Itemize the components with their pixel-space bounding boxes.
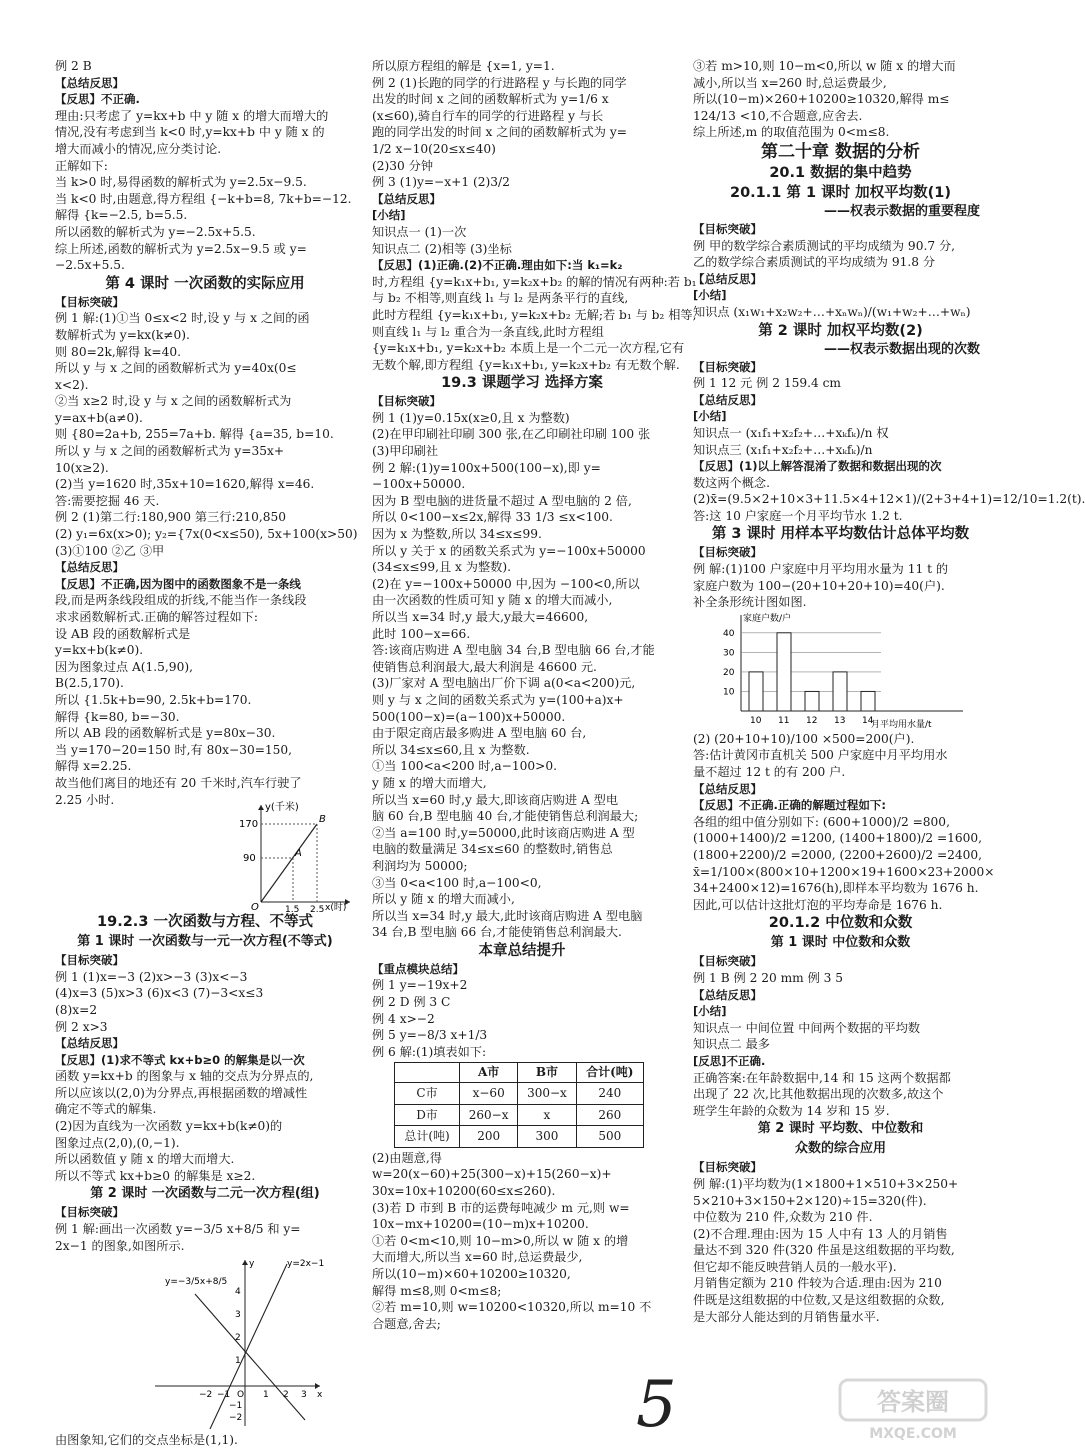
section-tag: 【总结反思】: [55, 1036, 124, 1051]
text-line: 补全条形统计图如图.: [693, 595, 807, 610]
text-line: 时,方程组 {y=k₁x+b₁, y=k₂x+b₂ 的解的情况有两种:若 b₁: [372, 274, 697, 289]
text-line: 当 y=170−20=150 时,有 80x−30=150,: [55, 742, 293, 757]
text-line: 所以 y 关于 x 的函数关系式为 y=−100x+50000: [372, 543, 646, 558]
section-tag: 【重点模块总结】: [372, 961, 464, 976]
section-tag: [小结]: [693, 1004, 727, 1019]
column-2: [372, 58, 697, 1332]
tick-x: 2: [283, 1390, 289, 1401]
bar-14: [861, 691, 875, 711]
table-cell: 300−x: [518, 1083, 576, 1105]
text-line: y 随 x 的增大而增大,: [372, 775, 487, 790]
table-cell: 260−x: [460, 1104, 518, 1126]
page-number: 5: [636, 1368, 677, 1442]
table-header: B市: [518, 1063, 576, 1083]
section-tag: 【目标突破】: [55, 294, 124, 309]
lesson-subtitle: ——权表示数据的重要程度: [823, 203, 980, 219]
water-usage-bar-chart: [693, 611, 973, 731]
text-line: ①当 100<a<200 时,a−100>0.: [372, 759, 557, 774]
text-line: 例 4 x>−2: [372, 1011, 435, 1026]
text-line: (34≤x≤99,且 x 为整数).: [372, 560, 511, 575]
text-line: 此时方程组 {y=k₁x+b₁, y=k₂x+b₂ 无解;若 b₁ 与 b₂ 相等,: [372, 307, 697, 322]
text-line: 2x−1 的图象,如图所示.: [55, 1238, 185, 1253]
text-line: 量达不到 320 件(320 件虽是这组数据的平均数,: [693, 1243, 955, 1258]
text-line: ③若 m>10,则 10−m<0,所以 w 随 x 的增大而: [693, 59, 956, 73]
text-line: 因为 x 为整数,所以 34≤x≤99.: [372, 527, 542, 542]
tick-y: −1: [229, 1401, 243, 1412]
text-line: ②当 x≥2 时,设 y 与 x 之间的函数解析式为: [55, 394, 292, 409]
text-line: 件既是这组数据的中位数,又是这组数据的众数,: [693, 1293, 945, 1308]
table-header: [395, 1063, 460, 1083]
col3-block6: [693, 953, 988, 1119]
text-line: 所以应该以(2,0)为分界点,再根据函数的增减性: [55, 1085, 308, 1100]
text-line: 此时 100−x=66.: [372, 626, 471, 641]
text-line: 故当他们离目的地还有 20 千米时,汽车行驶了: [55, 775, 302, 790]
col1-block5: [55, 1432, 355, 1449]
col3-block5: [693, 731, 995, 914]
point-a-label: A: [295, 848, 302, 860]
text-line: 例 1 解:(1)①当 0≤x<2 时,设 y 与 x 之间的函: [55, 311, 310, 326]
section-heading: 19.2.3 一次函数与方程、不等式: [97, 914, 313, 931]
tick-x-1.5: 1.5: [285, 905, 300, 916]
text-line: 例 1 B 例 2 20 mm 例 3 5: [693, 970, 844, 985]
text-line: (2)由题意,得: [372, 1150, 442, 1165]
column-1: [55, 58, 358, 1449]
distance-time-graph: [55, 800, 355, 916]
text-line: 例 1 (1)y=0.15x(x≥0,且 x 为整数): [372, 410, 570, 425]
section-tag: 【目标突破】: [372, 394, 441, 409]
watermark-text: 答案圈: [877, 1388, 949, 1416]
section-tag: 【反思】不正确,因为图中的函数图象不是一条线: [55, 576, 301, 591]
text-line: 例 解:(1)100 户家庭中月平均用水量为 11 t 的: [693, 562, 949, 577]
text-line: (x≤60),骑自行车的同学的行进路程 y 与长: [372, 108, 604, 123]
text-line: 所以 AB 段的函数解析式是 y=80x−30.: [55, 726, 276, 741]
col1-block3: [55, 952, 355, 1184]
text-line: 答:需要挖掘 46 天.: [55, 493, 160, 508]
text-line: 例 1 (1)x=−3 (2)x>−3 (3)x<−3: [55, 969, 248, 984]
text-line: 由于限定商店最多购进 A 型电脑 60 台,: [372, 726, 587, 741]
table-row: [395, 1126, 644, 1148]
section-tag: 【反思】(1)正确.(2)不正确.理由如下:当 k₁=k₂: [372, 258, 623, 273]
graph-ylabel: y(千米): [265, 802, 299, 814]
table-row: [395, 1104, 644, 1126]
text-line: 出现了 22 次,比其他数据出现的次数多,故这个: [693, 1087, 944, 1102]
text-line: 知识点一 (1)一次: [372, 224, 467, 239]
text-line: 设 AB 段的函数解析式是: [55, 626, 191, 641]
section-tag: 【总结反思】: [693, 271, 762, 286]
text-line: 知识点 (x₁w₁+x₂w₂+…+xₙwₙ)/(w₁+w₂+…+wₙ): [693, 304, 971, 319]
col3-block2: [693, 221, 988, 321]
text-line: (2)在甲印刷社印刷 300 张,在乙印刷社印刷 100 张: [372, 427, 651, 442]
text-line: 1/2 x−10(20≤x≤40): [372, 141, 496, 156]
text-line: 所以 y 与 x 之间的函数解析式为 y=35x+: [55, 444, 285, 459]
text-line: (3)厂家对 A 型电脑出厂价下调 a(0<a<200)元,: [372, 676, 636, 691]
text-line: 10(x≥2).: [55, 460, 109, 475]
tick-y: −2: [229, 1413, 243, 1424]
text-line: 综上所述,m 的取值范围为 0<m≤8.: [693, 125, 890, 140]
x-tick-label: 14: [862, 715, 874, 726]
tick-x: 3: [301, 1390, 307, 1401]
text-line: 解得 x=2.25.: [55, 759, 132, 774]
text-line: (2)x̄=(9.5×2+10×3+11.5×4+12×1)/(2+3+4+1)=12/10=1.2(t).: [693, 492, 1085, 507]
x-tick-label: 12: [806, 715, 818, 726]
text-line: 合题意,舍去;: [372, 1316, 441, 1331]
text-line: 数这两个概念.: [693, 475, 770, 490]
col3-block4: [693, 544, 988, 610]
text-line: 脑 60 台,B 型电脑 40 台,才能使销售总利润最大;: [372, 809, 639, 824]
text-line: (4)x=3 (5)x>3 (6)x<3 (7)−3<x≤3: [55, 986, 264, 1001]
section-tag: 【目标突破】: [693, 1160, 762, 1175]
text-line: ①若 0<m<10,则 10−m>0,所以 w 随 x 的增: [372, 1233, 629, 1248]
lesson-heading: 第 3 课时 用样本平均数估计总体平均数: [711, 526, 970, 543]
text-line: 当 k<0 时,由题意,得方程组 {−k+b=8, 7k+b=−12.: [55, 191, 352, 206]
text-line: 所以当 x=60 时,y 最大,即该商店购进 A 型电: [372, 792, 619, 807]
text-line: 30x=10x+10200(60≤x≤260).: [372, 1184, 556, 1198]
lesson-heading: 第 2 课时 平均数、中位数和: [757, 1121, 924, 1137]
text-line: 则直线 l₁ 与 l₂ 重合为一条直线,此时方程组: [372, 324, 604, 339]
lesson-heading: 20.1.1 第 1 课时 加权平均数(1): [730, 184, 951, 201]
table-cell: 300: [518, 1126, 576, 1148]
text-line: (3)若 D 市到 B 市的运费每吨减少 m 元,则 w=: [372, 1200, 630, 1215]
text-line: 124/13 <10,不合题意,应舍去.: [693, 108, 863, 123]
text-line: 所以(10−m)×60+10200≥10320,: [372, 1266, 571, 1281]
y-tick-label: 30: [723, 648, 735, 659]
text-line: (2)不合理.理由:因为 15 人中有 13 人的月销售: [693, 1226, 948, 1241]
tick-x: 1: [263, 1390, 269, 1401]
line1-label: y=−3/5x+8/5: [165, 1277, 228, 1288]
text-line: 知识点三 (x₁f₁+x₂f₂+…+xₖfₖ)/n: [693, 442, 873, 457]
text-line: (3)①100 ②乙 ③甲: [55, 543, 165, 558]
col1-block4: [55, 1204, 355, 1254]
text-line: 例 2 D 例 3 C: [372, 995, 451, 1010]
text-line: 综上所述,函数的解析式为 y=2.5x−9.5 或 y=: [55, 241, 307, 256]
text-line: 使销售总利润最大,最大利润是 46600 元.: [372, 659, 597, 674]
text-line: 500(100−x)=(a−100)x+50000.: [372, 709, 566, 724]
table-cell: 200: [460, 1126, 518, 1148]
text-line: 因此,可以估计这批灯泡的平均寿命是 1676 h.: [693, 897, 943, 912]
section-tag: 【反思】不正确.正确的解题过程如下:: [693, 798, 886, 813]
text-line: 知识点二 最多: [693, 1037, 770, 1052]
text-line: 2.25 小时.: [55, 792, 115, 807]
tick-y-90: 90: [243, 853, 256, 865]
tick-y: y: [249, 1259, 255, 1270]
bar-13: [833, 672, 847, 711]
col2-block2: [372, 393, 672, 941]
text-line: (2)在 y=−100x+50000 中,因为 −100<0,所以: [372, 576, 640, 591]
text-line: B(2.5,170).: [55, 676, 124, 691]
text-line: (1000+1400)/2 =1200, (1400+1800)/2 =1600,: [693, 831, 983, 846]
text-line: 知识点一 中间位置 中间两个数据的平均数: [693, 1020, 921, 1035]
linear-functions-graph: [55, 1254, 355, 1432]
text-line: 因为 B 型电脑的进货量不超过 A 型电脑的 2 倍,: [372, 493, 632, 508]
text-line: 因为图象过点 A(1.5,90),: [55, 659, 193, 674]
text-line: 则 {80=2a+b, 255=7a+b. 解得 {a=35, b=10.: [55, 427, 334, 442]
table-cell: 总计(吨): [395, 1126, 460, 1148]
text-line: 10x−mx+10200=(10−m)x+10200.: [372, 1217, 589, 1232]
tick-y: 4: [235, 1287, 241, 1298]
text-line: 例 1 12 元 例 2 159.4 cm: [693, 376, 841, 391]
y-tick-label: 20: [723, 667, 735, 678]
text-line: y=kx+b(k≠0).: [55, 643, 144, 658]
col3-block7: [693, 1159, 988, 1325]
text-line: 各组的组中值分别如下: (600+1000)/2 =800,: [693, 814, 950, 829]
section-tag: 【总结反思】: [693, 392, 762, 407]
text-line: 当 k>0 时,易得函数的解析式为 y=2.5x−9.5.: [55, 175, 307, 190]
text-line: 解得 {k=80, b=−30.: [55, 709, 180, 724]
text-line: 由一次函数的性质可知 y 随 x 的增大而减小,: [372, 593, 613, 608]
text-line: 利润均为 50000;: [372, 858, 468, 873]
text-line: 5×210+3×150+2×120)÷15=320(件).: [693, 1193, 927, 1208]
table-header: 合计(吨): [576, 1063, 643, 1083]
text-line: 乙的数学综合素质测试的平均成绩为 91.8 分: [693, 255, 936, 270]
watermark-logo: [838, 1374, 988, 1444]
text-line: (2) (20+10+10)/100 ×500=200(户).: [693, 731, 915, 746]
chapter-title: 第二十章 数据的分析: [761, 141, 920, 162]
table-header: A市: [460, 1063, 518, 1083]
text-line: 所以函数值 y 随 x 的增大而增大.: [55, 1152, 235, 1167]
text-line: 所以 y 与 x 之间的函数解析式为 y=40x(0≤: [55, 361, 297, 376]
text-line: (2)30 分钟: [372, 158, 434, 173]
text-line: 由图象知,它们的交点坐标是(1,1).: [55, 1433, 238, 1448]
col3-block3: [693, 359, 1085, 525]
section-tag: 【反思】(1)求不等式 kx+b≥0 的解集是以一次: [55, 1052, 305, 1067]
section-tag: 【总结反思】: [55, 75, 124, 90]
section-tag: 【总结反思】: [372, 191, 441, 206]
text-line: 理由:只考虑了 y=kx+b 中 y 随 x 的增大而增大的: [55, 108, 329, 123]
section-tag: [小结]: [693, 409, 727, 424]
table-row: [395, 1083, 644, 1105]
table-cell: 260: [576, 1104, 643, 1126]
line2-label: y=2x−1: [287, 1259, 325, 1270]
text-line: 则 y 与 x 之间的函数关系式为 y=(100+a)x+: [372, 692, 624, 707]
section-tag: 【总结反思】: [55, 560, 124, 575]
col2-block3: [372, 961, 672, 1061]
text-line: 所以 {1.5k+b=90, 2.5k+b=170.: [55, 692, 252, 707]
section-tag: 【总结反思】: [693, 987, 762, 1002]
text-line: 所以原方程组的解是 {x=1, y=1.: [372, 59, 555, 73]
text-line: 求求函数解析式.正确的解答过程如下:: [55, 610, 258, 624]
text-line: x<2).: [55, 377, 89, 392]
text-line: 中位数为 210 件,众数为 210 件.: [693, 1210, 873, 1225]
text-line: 答:估计黄冈市直机关 500 户家庭中月平均用水: [693, 748, 948, 763]
text-line: 所以函数的解析式为 y=−2.5x+5.5.: [55, 224, 256, 239]
text-line: 所以 34≤x≤60,且 x 为整数.: [372, 742, 530, 757]
text-line: 知识点一 (x₁f₁+x₂f₂+…+xₖfₖ)/n 权: [693, 425, 889, 440]
table-cell: 240: [576, 1083, 643, 1105]
text-line: 与 b₂ 不相等,则直线 l₁ 与 l₂ 是两条平行的直线,: [372, 291, 629, 306]
text-line: 情况,没有考虑到当 k<0 时,y=kx+b 中 y 随 x 的: [55, 125, 325, 140]
text-line: (2)因为直线为一次函数 y=kx+b(k≠0)的: [55, 1119, 283, 1134]
lesson-heading: 第 2 课时 加权平均数(2): [758, 322, 923, 339]
text-line: 确定不等式的解集.: [55, 1102, 157, 1117]
lesson-heading: 第 1 课时 中位数和众数: [770, 935, 911, 951]
text-line: 34 台,B 型电脑 66 台,才能使销售总利润最大.: [372, 925, 622, 940]
text-line: 例 1 解:画出一次函数 y=−3/5 x+8/5 和 y=: [55, 1222, 301, 1237]
col2-block1: [372, 58, 697, 373]
text-line: 所以当 x=34 时,y 最大,y最大=46600,: [372, 610, 589, 624]
text-line: 正确答案:在年龄数据中,14 和 15 这两个数据都: [693, 1070, 951, 1085]
text-line: 知识点二 (2)相等 (3)坐标: [372, 241, 512, 256]
text-line: (3)甲印刷社: [372, 444, 439, 459]
text-line: 例 2 (1)长跑的同学的行进路程 y 与长跑的同学: [372, 75, 627, 90]
section-tag: 【目标突破】: [693, 221, 762, 236]
text-line: 例 解:(1)平均数为(1×1800+1×510+3×250+: [693, 1176, 959, 1191]
text-line: 所以当 x=34 时,y 最大,此时该商店购进 A 型电脑: [372, 908, 643, 923]
text-line: 例 2 B: [55, 59, 92, 73]
section-heading: 20.1.2 中位数和众数: [768, 915, 913, 932]
text-line: 所以 y 随 x 的增大而减小,: [372, 892, 515, 907]
table-cell: D市: [395, 1104, 460, 1126]
text-line: (2)当 y=1620 时,35x+10=1620,解得 x=46.: [55, 477, 315, 492]
text-line: {y=k₁x+b₁, y=k₂x+b₂ 本质上是一个二元一次方程,它有: [372, 341, 685, 356]
column-3: [693, 58, 1085, 1325]
text-line: 跑的同学出发的时间 x 之间的函数解析式为 y=: [372, 125, 627, 140]
section-heading: 第 4 课时 一次函数的实际应用: [105, 275, 305, 292]
table-cell: x: [518, 1104, 576, 1126]
text-line: 答:这 10 户家庭一个月平均节水 1.2 t.: [693, 508, 903, 523]
table-cell: C市: [395, 1083, 460, 1105]
y-tick-label: 10: [723, 687, 735, 698]
text-line: 例 3 (1)y=−x+1 (2)3/2: [372, 175, 510, 190]
col3-block1: [693, 58, 988, 141]
bar-11: [777, 633, 791, 711]
bar-10: [749, 672, 763, 711]
text-line: 正解如下:: [55, 158, 108, 173]
text-line: 34+2400×12)=1676(h),即样本平均数为 1676 h.: [693, 881, 979, 896]
bar-12: [805, 691, 819, 711]
col2-block4: [372, 1150, 672, 1333]
text-line: 但它却不能反映营销人员的一般水平).: [693, 1259, 897, 1274]
x-axis-label: x: [317, 1390, 323, 1401]
text-line: (1800+2200)/2 =2000, (2200+2600)/2 =2400,: [693, 848, 983, 862]
text-line: 出发的时间 x 之间的函数解析式为 y=1/6 x: [372, 92, 609, 107]
tick-y: 1: [235, 1356, 241, 1367]
graph-xlabel: x(时): [325, 903, 347, 914]
section-tag: 【目标突破】: [55, 1205, 124, 1220]
text-line: y=ax+b(a≠0).: [55, 410, 143, 425]
tick-y: 2: [235, 1333, 241, 1344]
x-tick-label: 10: [750, 715, 762, 726]
text-line: 解得 m≤8,则 0<m≤8;: [372, 1283, 502, 1298]
section-heading: 19.3 课题学习 选择方案: [441, 375, 603, 392]
freight-table: [394, 1062, 644, 1147]
text-line: 无数个解,即方程组 {y=k₁x+b₁, y=k₂x+b₂ 有无数个解.: [372, 357, 680, 372]
text-line: 函数 y=kx+b 的图象与 x 轴的交点为分界点的,: [55, 1069, 314, 1084]
y-axis-label: 家庭户数/户: [743, 613, 792, 624]
text-line: 例 5 y=−8/3 x+1/3: [372, 1028, 488, 1043]
origin-label: O: [251, 902, 259, 914]
section-tag: 【反思】(1)以上解答混淆了数据和数据出现的次: [693, 459, 942, 474]
table-cell: x−60: [460, 1083, 518, 1105]
section-tag: [小结]: [372, 208, 406, 223]
tick-x: −2: [199, 1390, 213, 1401]
text-line: 所以 0<100−x≤2x,解得 33 1/3 ≤x<100.: [372, 510, 613, 525]
text-line: 段,而是两条线段组成的折线,不能当作一条线段: [55, 593, 307, 608]
svg-text:MXQE.COM: MXQE.COM: [869, 1426, 957, 1442]
tick-x-2.5: 2.5: [310, 905, 325, 916]
text-line: 增大而减小的情况,应分类讨论.: [55, 141, 222, 156]
section-tag: 【目标突破】: [693, 359, 762, 374]
text-line: 例 甲的数学综合素质测试的平均成绩为 90.7 分,: [693, 238, 956, 253]
text-line: 大而增大,所以当 x=60 时,总运费最少,: [372, 1250, 583, 1265]
section-tag: [反思]不正确.: [693, 1053, 766, 1068]
section-tag: 【反思】不正确.: [55, 92, 140, 107]
text-line: ②若 m=10,则 w=10200<10320,所以 m=10 不: [372, 1300, 652, 1315]
section-heading: 本章总结提升: [478, 942, 566, 959]
text-line: 例 2 解:(1)y=100x+500(100−x),即 y=: [372, 460, 601, 475]
text-line: 所以不等式 kx+b≥0 的解集是 x≥2.: [55, 1168, 256, 1183]
point-b-label: B: [319, 814, 326, 826]
y-tick-label: 40: [723, 628, 735, 639]
text-line: ③当 0<a<100 时,a−100<0,: [372, 875, 542, 890]
text-line: 答:该商店购进 A 型电脑 34 台,B 型电脑 66 台,才能: [372, 643, 655, 658]
text-line: ②当 a=100 时,y=50000,此时该商店购进 A 型: [372, 825, 635, 840]
lesson-heading: 第 2 课时 一次函数与二元一次方程(组): [90, 1186, 320, 1202]
section-tag: 【目标突破】: [693, 545, 762, 560]
section-tag: 【目标突破】: [693, 954, 762, 969]
text-line: 例 6 解:(1)填表如下:: [372, 1044, 487, 1059]
text-line: 解得 {k=−2.5, b=5.5.: [55, 208, 188, 223]
text-line: 例 1 y=−19x+2: [372, 978, 468, 993]
section-heading: 20.1 数据的集中趋势: [769, 164, 912, 181]
text-line: (8)x=2: [55, 1002, 98, 1017]
x-tick-label: 11: [778, 715, 790, 726]
tick-y: 3: [235, 1310, 241, 1321]
col1-block1: [55, 58, 355, 274]
text-line: 则 80=2k,解得 k=40.: [55, 344, 182, 359]
text-line: w=20(x−60)+25(300−x)+15(260−x)+: [372, 1167, 612, 1182]
text-line: 数解析式为 y=kx(k≠0).: [55, 327, 190, 342]
section-tag: 【总结反思】: [693, 781, 762, 796]
text-line: 例 2 x>3: [55, 1019, 108, 1034]
tick-x: −1: [217, 1390, 231, 1401]
col1-block2: [55, 294, 358, 808]
text-line: 家庭户数为 100−(20+10+20+10)=40(户).: [693, 578, 945, 593]
text-line: 例 2 (1)第二行:180,900 第三行:210,850: [55, 510, 286, 525]
table-cell: 500: [576, 1126, 643, 1148]
section-tag: [小结]: [693, 288, 727, 303]
text-line: x̄=1/100×(800×10+1200×19+1600×23+2000×: [693, 864, 995, 879]
text-line: 班学生年龄的众数为 14 岁和 15 岁.: [693, 1103, 890, 1118]
x-tick-label: 13: [834, 715, 846, 726]
lesson-heading: 众数的综合应用: [794, 1141, 886, 1157]
text-line: 量不超过 12 t 的有 200 户.: [693, 765, 846, 780]
lesson-heading: 第 1 课时 一次函数与一元一次方程(不等式): [77, 934, 333, 950]
text-line: 减小,所以当 x=260 时,总运费最少,: [693, 75, 887, 90]
text-line: 图象过点(2,0),(0,−1).: [55, 1135, 180, 1150]
lesson-subtitle: ——权表示数据出现的次数: [823, 341, 980, 357]
text-line: 所以(10−m)×260+10200≥10320,解得 m≤: [693, 92, 950, 107]
tick-x: O: [237, 1390, 245, 1401]
tick-y-170: 170: [239, 819, 259, 831]
text-line: 电脑的数量满足 34≤x≤60 的整数时,销售总: [372, 842, 613, 857]
text-line: 是大部分人能达到的月销售量水平.: [693, 1309, 880, 1324]
text-line: −2.5x+5.5.: [55, 258, 125, 273]
text-line: (2) y₁=6x(x>0); y₂={7x(0<x≤50), 5x+100(x>50): [55, 527, 358, 542]
x-axis-label: 月平均用水量/t: [871, 719, 932, 730]
text-line: 月销售定额为 210 件较为合适.理由:因为 210: [693, 1276, 942, 1291]
section-tag: 【目标突破】: [55, 953, 124, 968]
text-line: −100x+50000.: [372, 477, 466, 492]
